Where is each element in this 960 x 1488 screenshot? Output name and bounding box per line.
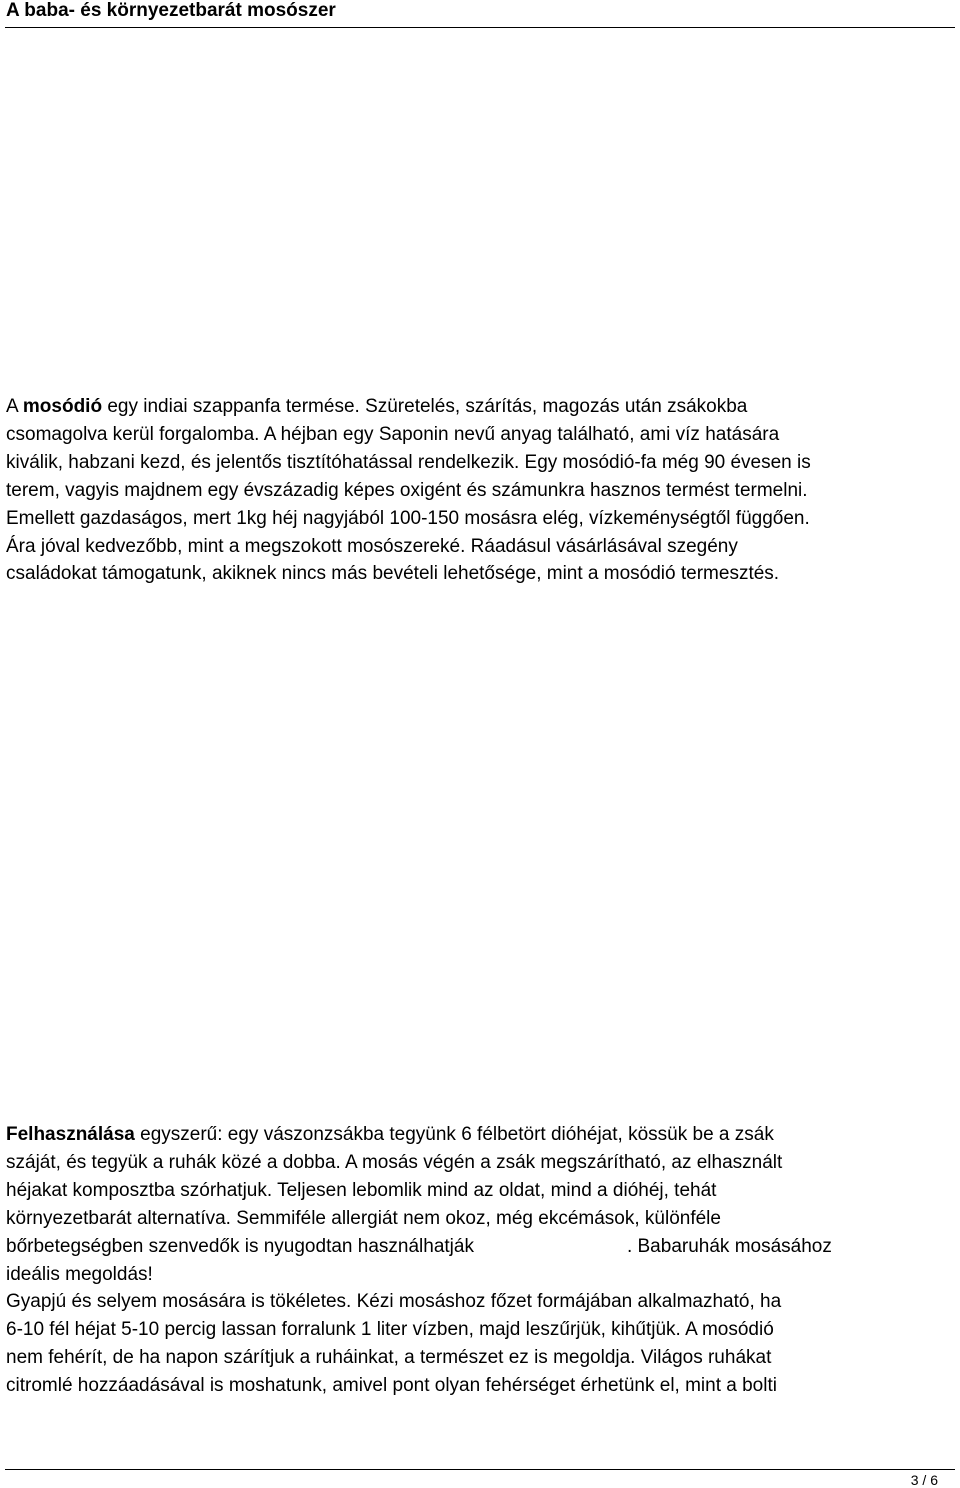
footer-divider	[5, 1469, 955, 1470]
paragraph-line: ideális megoldás!	[6, 1263, 153, 1285]
paragraph-line: környezetbarát alternatíva. Semmiféle allergiát nem okoz, még ekcémások, különféle	[6, 1207, 721, 1229]
paragraph-line: száját, és tegyük a ruhák közé a dobba. A mosás végén a zsák megszárítható, az elhasznált	[6, 1151, 783, 1173]
paragraph-line: A mosódió egy indiai szappanfa termése. Szüretelés, szárítás, magozás után zsákokba	[6, 396, 748, 417]
paragraph-line: nem fehérít, de ha napon szárítjuk a ruháinkat, a természet ez is megoldja. Világos ruhákat	[6, 1347, 772, 1369]
paragraph-line: héjakat komposztba szórhatjuk. Teljesen lebomlik mind az oldat, mind a dióhéj, tehát	[6, 1179, 717, 1201]
paragraph-mosodio-intro	[6, 393, 956, 588]
term-felhasznalasa: Felhasználása	[6, 1124, 135, 1145]
paragraph-line: Ára jóval kedvezőbb, mint a megszokott mosószereké. Ráadásul vásárlásával szegény	[6, 535, 738, 557]
page-number: 3 / 6	[910, 1472, 938, 1488]
paragraph-line: 6-10 fél héjat 5-10 percig lassan forralunk 1 liter vízben, majd leszűrjük, kihűtjük. A mosódió	[6, 1319, 774, 1341]
header-divider	[5, 27, 955, 28]
paragraph-line: családokat támogatunk, akiknek nincs más bevételi lehetősége, mint a mosódió termesztés.	[6, 563, 780, 585]
paragraph-line: bőrbetegségben szenvedők is nyugodtan használhatják . Babaruhák mosásához	[6, 1235, 832, 1257]
term-mosodio: mosódió	[22, 396, 103, 417]
paragraph-line: Emellett gazdaságos, mert 1kg héj nagyjából 100-150 mosásra elég, vízkeménységtől függően.	[6, 507, 810, 529]
paragraph-line: csomagolva kerül forgalomba. A héjban egy Saponin nevű anyag található, ami víz hatására	[6, 423, 780, 445]
paragraph-line: Felhasználása egyszerű: egy vászonzsákba tegyünk 6 félbetört dióhéjat, kössük be a zsák	[6, 1124, 774, 1145]
paragraph-line: citromlé hozzáadásával is moshatunk, amivel pont olyan fehérséget érhetünk el, mint a bolti	[6, 1375, 777, 1397]
paragraph-line: Gyapjú és selyem mosására is tökéletes. Kézi mosáshoz főzet formájában alkalmazható, ha	[6, 1291, 782, 1313]
paragraph-line: kiválik, habzani kezd, és jelentős tisztítóhatással rendelkezik. Egy mosódió-fa még 90 évesen is	[6, 451, 811, 473]
document-header-title: A baba- és környezetbarát mosószer	[6, 0, 336, 21]
paragraph-usage	[6, 1121, 956, 1400]
paragraph-line: terem, vagyis majdnem egy évszázadig képes oxigént és számunkra hasznos termést termelni.	[6, 479, 808, 501]
